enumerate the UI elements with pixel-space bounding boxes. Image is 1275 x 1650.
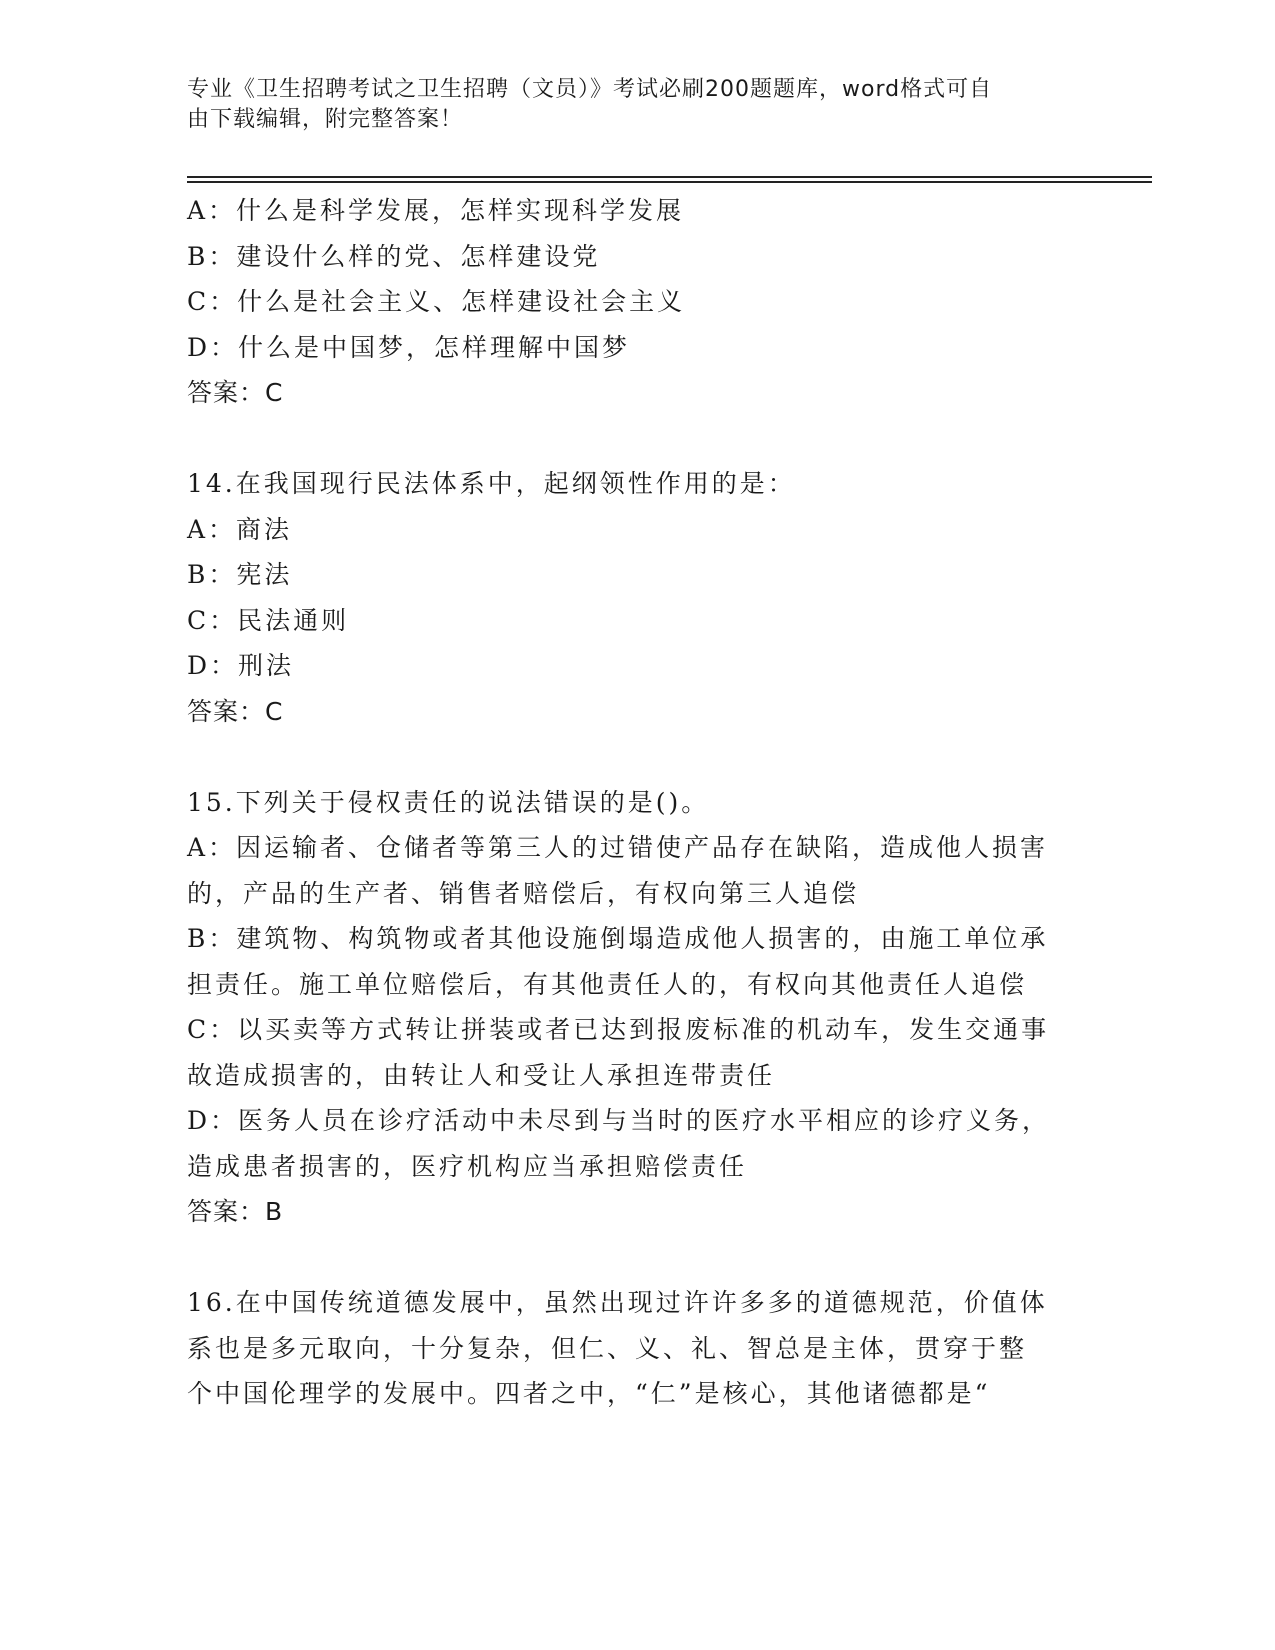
option-c: C：民法通则 xyxy=(187,605,350,635)
option-d-continued: 造成患者损害的，医疗机构应当承担赔偿责任 xyxy=(187,1151,748,1181)
option-a: A：商法 xyxy=(187,514,293,544)
question-stem-continued: 系也是多元取向，十分复杂，但仁、义、礼、智总是主体，贯穿于整 xyxy=(187,1333,1028,1363)
block-spacer xyxy=(187,1235,1087,1281)
header-line-2: 由下载编辑，附完整答案！ xyxy=(187,107,464,132)
question-list xyxy=(187,188,1087,1417)
option-d: D：什么是中国梦，怎样理解中国梦 xyxy=(187,332,631,362)
option-c-continued: 故造成损害的，由转让人和受让人承担连带责任 xyxy=(187,1060,776,1090)
answer-line: 答案：B xyxy=(187,1197,284,1226)
option-a: A：因运输者、仓储者等第三人的过错使产品存在缺陷，造成他人损害 xyxy=(187,833,1049,862)
question-block-14 xyxy=(187,461,1087,734)
question-stem-continued: 个中国伦理学的发展中。四者之中，“仁”是核心，其他诸德都是“ xyxy=(187,1379,991,1408)
header-divider-top xyxy=(187,176,1152,178)
header-line-1: 专业《卫生招聘考试之卫生招聘（文员）》考试必刷200题题库，word格式可自 xyxy=(187,77,993,102)
option-b: B：宪法 xyxy=(187,560,293,589)
block-spacer xyxy=(187,734,1087,780)
document-header xyxy=(187,75,1067,135)
option-c: C：什么是社会主义、怎样建设社会主义 xyxy=(187,287,686,316)
question-block-16 xyxy=(187,1280,1087,1417)
question-block-13 xyxy=(187,188,1087,416)
option-d: D：医务人员在诊疗活动中未尽到与当时的医疗水平相应的诊疗义务， xyxy=(187,1106,1051,1135)
answer-line: 答案：C xyxy=(187,696,284,726)
option-a: A：什么是科学发展，怎样实现科学发展 xyxy=(187,196,685,225)
header-divider-bottom xyxy=(187,181,1152,183)
option-b: B：建设什么样的党、怎样建设党 xyxy=(187,241,601,271)
option-d: D：刑法 xyxy=(187,651,295,680)
option-b: B：建筑物、构筑物或者其他设施倒塌造成他人损害的，由施工单位承 xyxy=(187,924,1049,953)
question-stem: 16.在中国传统道德发展中，虽然出现过许许多多的道德规范，价值体 xyxy=(187,1288,1048,1317)
option-a-continued: 的，产品的生产者、销售者赔偿后，有权向第三人追偿 xyxy=(187,878,860,908)
option-b-continued: 担责任。施工单位赔偿后，有其他责任人的，有权向其他责任人追偿 xyxy=(187,969,1028,999)
question-block-15 xyxy=(187,780,1087,1235)
answer-line: 答案：C xyxy=(187,378,284,407)
question-stem: 15.下列关于侵权责任的说法错误的是()。 xyxy=(187,787,710,817)
question-stem: 14.在我国现行民法体系中，起纲领性作用的是： xyxy=(187,469,796,498)
block-spacer xyxy=(187,416,1087,462)
option-c: C：以买卖等方式转让拼装或者已达到报废标准的机动车，发生交通事 xyxy=(187,1015,1050,1044)
